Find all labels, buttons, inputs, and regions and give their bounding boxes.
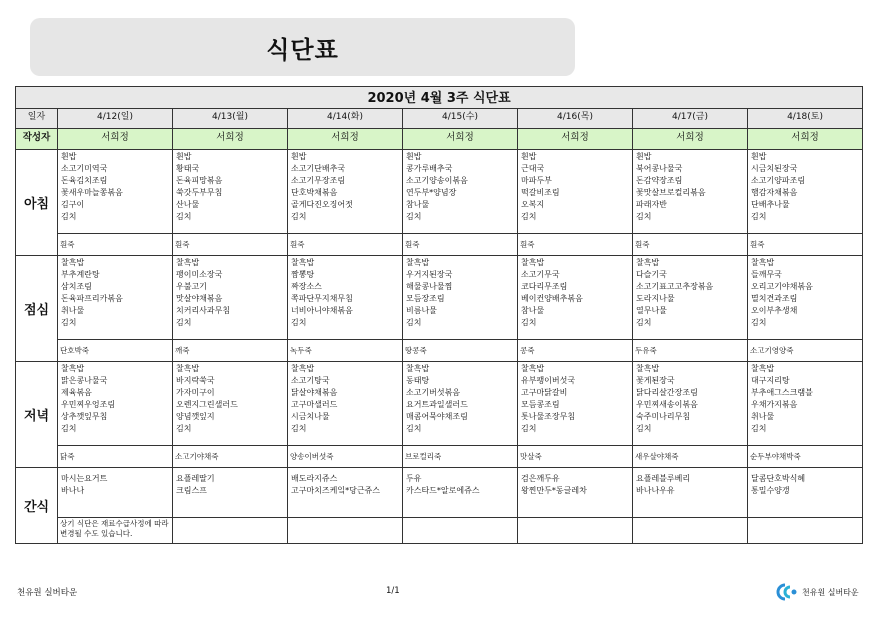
menu-item: 김치 xyxy=(406,212,422,221)
menu-item: 삼치조림 xyxy=(61,282,92,291)
meal-cell xyxy=(58,362,173,446)
menu-item: 김치 xyxy=(291,424,307,433)
meal-cell xyxy=(173,362,288,446)
menu-item: 톳나물조장무침 xyxy=(521,412,576,421)
menu-item: 소고기표고고추장볶음 xyxy=(636,282,714,291)
menu-item: 돈육파프리카볶음 xyxy=(61,294,123,303)
date-cell: 4/12(일) xyxy=(58,109,173,129)
snack-item: 카스타드*알로에쥬스 xyxy=(406,486,480,495)
menu-item: 오렌지그린샐러드 xyxy=(176,400,238,409)
snack-cell xyxy=(518,468,633,518)
porridge-cell: 맛살죽 xyxy=(518,446,633,468)
menu-item: 찰흑밥 xyxy=(751,364,775,373)
menu-item: 시금치나물 xyxy=(291,412,330,421)
menu-item: 소고기양송이볶음 xyxy=(406,176,468,185)
menu-item: 부추계란탕 xyxy=(61,270,100,279)
meal-cell xyxy=(748,362,863,446)
meal-cell xyxy=(518,256,633,340)
meal-cell xyxy=(403,150,518,234)
meal-cell xyxy=(173,150,288,234)
menu-item: 꽃새우마늘쫑볶음 xyxy=(61,188,123,197)
meal-cell xyxy=(518,150,633,234)
menu-item: 산나물 xyxy=(176,200,200,209)
menu-item: 김치 xyxy=(61,318,77,327)
menu-item: 돈육김치조림 xyxy=(61,176,108,185)
menu-item: 김치 xyxy=(406,318,422,327)
menu-item: 시금치된장국 xyxy=(751,164,798,173)
menu-item: 김치 xyxy=(176,318,192,327)
porridge-cell: 순두부야채박죽 xyxy=(748,446,863,468)
menu-item: 찰흑밥 xyxy=(406,258,430,267)
menu-item: 꽃맛살브로컬리볶음 xyxy=(636,188,706,197)
menu-note: 상기 식단은 재료수급사정에 따라 변경될 수도 있습니다. xyxy=(58,518,173,544)
menu-item: 찰흑밥 xyxy=(176,258,200,267)
snack-cell xyxy=(748,468,863,518)
menu-item: 쪽파단무지채무침 xyxy=(291,294,353,303)
menu-item: 대구지리탕 xyxy=(751,376,790,385)
menu-item: 근대국 xyxy=(521,164,545,173)
porridge-cell: 깨죽 xyxy=(173,340,288,362)
meal-cell xyxy=(633,150,748,234)
meal-cell xyxy=(748,150,863,234)
porridge-cell: 콩죽 xyxy=(518,340,633,362)
snack-item: 크림스프 xyxy=(176,486,207,495)
porridge-cell: 땅콩죽 xyxy=(403,340,518,362)
porridge-row xyxy=(16,234,863,256)
menu-item: 코다리무조림 xyxy=(521,282,568,291)
date-row xyxy=(16,109,863,129)
menu-item: 요거트과일샐러드 xyxy=(406,400,468,409)
porridge-cell: 소고기영양죽 xyxy=(748,340,863,362)
menu-item: 김치 xyxy=(521,212,537,221)
author-cell: 서희정 xyxy=(633,129,748,150)
menu-item: 골게다진오징어젓 xyxy=(291,200,353,209)
menu-item: 찰흑밥 xyxy=(406,364,430,373)
menu-item: 소고기무국 xyxy=(521,270,560,279)
menu-item: 찰흑밥 xyxy=(61,364,85,373)
author-cell: 서희정 xyxy=(518,129,633,150)
meal-cell xyxy=(633,362,748,446)
snack-item: 바나나 xyxy=(61,486,85,495)
menu-item: 김치 xyxy=(61,424,77,433)
menu-item: 동태탕 xyxy=(406,376,430,385)
meal-cell xyxy=(58,150,173,234)
menu-item: 맛살야채볶음 xyxy=(176,294,223,303)
menu-item: 떡갈비조림 xyxy=(521,188,560,197)
date-cell: 4/18(토) xyxy=(748,109,863,129)
meal-cell xyxy=(403,362,518,446)
author-cell: 서희정 xyxy=(173,129,288,150)
porridge-cell: 흰죽 xyxy=(58,234,173,256)
menu-item: 흰밥 xyxy=(291,152,307,161)
porridge-cell: 흰죽 xyxy=(748,234,863,256)
meal-cell xyxy=(518,362,633,446)
menu-item: 김치 xyxy=(751,212,767,221)
empty-cell xyxy=(403,518,518,544)
meal-row xyxy=(16,150,863,234)
empty-cell xyxy=(173,518,288,544)
menu-item: 모듬장조림 xyxy=(406,294,445,303)
meal-label: 점심 xyxy=(16,256,58,362)
menu-item: 매콤어묵야채조림 xyxy=(406,412,468,421)
date-header-label: 일자 xyxy=(16,109,58,129)
menu-item: 돈감약장조림 xyxy=(636,176,683,185)
empty-cell xyxy=(518,518,633,544)
menu-item: 우민찌새송이볶음 xyxy=(636,400,698,409)
menu-item: 오복지 xyxy=(521,200,545,209)
menu-item: 참나물 xyxy=(521,306,545,315)
porridge-cell: 브로컬리죽 xyxy=(403,446,518,468)
porridge-cell: 흰죽 xyxy=(633,234,748,256)
meal-row xyxy=(16,362,863,446)
menu-item: 찰흑밥 xyxy=(521,258,545,267)
menu-item: 너비아니야채볶음 xyxy=(291,306,353,315)
menu-item: 다슬기국 xyxy=(636,270,667,279)
menu-item: 김치 xyxy=(176,212,192,221)
footer-logo xyxy=(775,582,859,602)
snack-cell xyxy=(288,468,403,518)
date-cell: 4/15(수) xyxy=(403,109,518,129)
menu-item: 숙주미나리무침 xyxy=(636,412,691,421)
snack-item: 마시는요거트 xyxy=(61,474,108,483)
menu-item: 꽃게된장국 xyxy=(636,376,675,385)
menu-item: 햄감자채볶음 xyxy=(751,188,798,197)
menu-item: 김치 xyxy=(61,212,77,221)
menu-item: 황태국 xyxy=(176,164,200,173)
menu-item: 김치 xyxy=(751,318,767,327)
menu-item: 찰흑밥 xyxy=(291,364,315,373)
menu-item: 해물콩나물찜 xyxy=(406,282,453,291)
menu-item: 소고기탕국 xyxy=(291,376,330,385)
menu-item: 우민찌우엉조림 xyxy=(61,400,116,409)
footer-page-number: 1/1 xyxy=(386,586,400,596)
menu-item: 바지락쑥국 xyxy=(176,376,215,385)
caption-row xyxy=(16,87,863,109)
menu-item: 흰밥 xyxy=(176,152,192,161)
menu-item: 찰흑밥 xyxy=(291,258,315,267)
date-cell: 4/17(금) xyxy=(633,109,748,129)
menu-item: 쑥갓두부무침 xyxy=(176,188,223,197)
menu-item: 흰밥 xyxy=(751,152,767,161)
snack-row xyxy=(16,468,863,518)
snack-item: 검은깨두유 xyxy=(521,474,560,483)
menu-table xyxy=(15,86,863,544)
menu-item: 고구마닭갈비 xyxy=(521,388,568,397)
menu-item: 김치 xyxy=(521,424,537,433)
title-banner xyxy=(30,18,575,76)
meal-label: 아침 xyxy=(16,150,58,256)
menu-item: 우거지된장국 xyxy=(406,270,453,279)
table-caption: 2020년 4월 3주 식단표 xyxy=(16,87,863,109)
menu-item: 연두부*양념장 xyxy=(406,188,457,197)
snack-item: 요플레딸기 xyxy=(176,474,215,483)
snack-item: 두유 xyxy=(406,474,422,483)
author-cell: 서희정 xyxy=(748,129,863,150)
menu-item: 북어콩나물국 xyxy=(636,164,683,173)
menu-item: 닭살야채볶음 xyxy=(291,388,338,397)
porridge-cell: 흰죽 xyxy=(403,234,518,256)
snack-cell xyxy=(58,468,173,518)
menu-item: 오리고기야채볶음 xyxy=(751,282,813,291)
snack-item: 달콤단호박식혜 xyxy=(751,474,806,483)
menu-item: 양념깻잎지 xyxy=(176,412,215,421)
menu-item: 김치 xyxy=(291,212,307,221)
snack-cell xyxy=(403,468,518,518)
meal-row xyxy=(16,256,863,340)
snack-cell xyxy=(633,468,748,518)
menu-item: 김치 xyxy=(521,318,537,327)
snack-cell xyxy=(173,468,288,518)
snack-item: 바나나우유 xyxy=(636,486,675,495)
logo-text: 천유원 실버타운 xyxy=(802,587,859,597)
date-cell: 4/14(화) xyxy=(288,109,403,129)
menu-item: 취나물 xyxy=(751,412,775,421)
menu-item: 유부팽이버섯국 xyxy=(521,376,576,385)
porridge-row xyxy=(16,340,863,362)
menu-item: 마파두부 xyxy=(521,176,552,185)
menu-item: 소고기양파조림 xyxy=(751,176,806,185)
porridge-cell: 두유죽 xyxy=(633,340,748,362)
menu-item: 찰흑밥 xyxy=(636,364,660,373)
menu-item: 베이컨양배추볶음 xyxy=(521,294,583,303)
menu-item: 소고기단배추국 xyxy=(291,164,346,173)
menu-item: 들깨무국 xyxy=(751,270,782,279)
menu-item: 소고기버섯볶음 xyxy=(406,388,461,397)
menu-item: 콩가루배추국 xyxy=(406,164,453,173)
porridge-cell: 닭죽 xyxy=(58,446,173,468)
menu-item: 소고기미역국 xyxy=(61,164,108,173)
menu-item: 흰밥 xyxy=(636,152,652,161)
menu-item: 도라지나물 xyxy=(636,294,675,303)
meal-label: 저녁 xyxy=(16,362,58,468)
menu-item: 김치 xyxy=(636,318,652,327)
empty-cell xyxy=(633,518,748,544)
menu-item: 참나물 xyxy=(406,200,430,209)
menu-item: 돈육피망볶음 xyxy=(176,176,223,185)
meal-cell xyxy=(633,256,748,340)
menu-item: 김치 xyxy=(291,318,307,327)
porridge-row xyxy=(16,446,863,468)
meal-cell xyxy=(58,256,173,340)
menu-item: 우불고기 xyxy=(176,282,207,291)
menu-item: 소고기무장조림 xyxy=(291,176,346,185)
snack-item: 통밀수양갱 xyxy=(751,486,790,495)
porridge-cell: 단호박죽 xyxy=(58,340,173,362)
snack-item: 왕찐만두*동글레차 xyxy=(521,486,587,495)
menu-item: 흰밥 xyxy=(406,152,422,161)
menu-item: 부추애그스크램블 xyxy=(751,388,813,397)
date-cell: 4/16(목) xyxy=(518,109,633,129)
menu-item: 찰흑밥 xyxy=(636,258,660,267)
meal-cell xyxy=(288,256,403,340)
meal-cell xyxy=(173,256,288,340)
menu-item: 김치 xyxy=(751,424,767,433)
note-row xyxy=(16,518,863,544)
empty-cell xyxy=(288,518,403,544)
menu-item: 오이부추생채 xyxy=(751,306,798,315)
author-cell: 서희정 xyxy=(58,129,173,150)
menu-item: 파래자반 xyxy=(636,200,667,209)
menu-item: 고구마샐러드 xyxy=(291,400,338,409)
menu-item: 김구이 xyxy=(61,200,85,209)
porridge-cell: 흰죽 xyxy=(288,234,403,256)
porridge-cell: 흰죽 xyxy=(518,234,633,256)
menu-item: 찰흑밥 xyxy=(61,258,85,267)
porridge-cell: 녹두죽 xyxy=(288,340,403,362)
porridge-cell: 양송이버섯죽 xyxy=(288,446,403,468)
empty-cell xyxy=(748,518,863,544)
date-cell: 4/13(월) xyxy=(173,109,288,129)
snack-label: 간식 xyxy=(16,468,58,544)
menu-item: 짜장소스 xyxy=(291,282,322,291)
snack-item: 요플레블루베리 xyxy=(636,474,691,483)
author-label: 작성자 xyxy=(16,129,58,150)
meal-cell xyxy=(288,150,403,234)
menu-item: 치커리사과무침 xyxy=(176,306,231,315)
menu-item: 단호박채볶음 xyxy=(291,188,338,197)
menu-item: 팽이미소장국 xyxy=(176,270,223,279)
menu-item: 김치 xyxy=(636,424,652,433)
menu-item: 맑은콩나물국 xyxy=(61,376,108,385)
menu-item: 찰흑밥 xyxy=(751,258,775,267)
meal-cell xyxy=(288,362,403,446)
menu-item: 멸치견과조림 xyxy=(751,294,798,303)
menu-item: 짬뽕탕 xyxy=(291,270,315,279)
author-row xyxy=(16,129,863,150)
footer-org: 천유원 실버타운 xyxy=(17,588,78,598)
meal-cell xyxy=(403,256,518,340)
porridge-cell: 새우살야채죽 xyxy=(633,446,748,468)
snack-item: 배도라지쥬스 xyxy=(291,474,338,483)
menu-item: 김치 xyxy=(636,212,652,221)
menu-item: 열무나물 xyxy=(636,306,667,315)
snack-item: 고구마치즈케잌*당근쥬스 xyxy=(291,486,381,495)
menu-item: 찰흑밥 xyxy=(176,364,200,373)
page-title: 식단표 xyxy=(266,35,339,64)
menu-item: 흰밥 xyxy=(61,152,77,161)
menu-item: 모듬콩조림 xyxy=(521,400,560,409)
menu-item: 비름나물 xyxy=(406,306,437,315)
menu-item: 단배추나물 xyxy=(751,200,790,209)
author-cell: 서희정 xyxy=(403,129,518,150)
menu-item: 김치 xyxy=(176,424,192,433)
porridge-cell: 소고기야채죽 xyxy=(173,446,288,468)
menu-item: 닭다리살간장조림 xyxy=(636,388,698,397)
menu-item: 취나물 xyxy=(61,306,85,315)
porridge-cell: 흰죽 xyxy=(173,234,288,256)
menu-item: 제육볶음 xyxy=(61,388,92,397)
logo-icon xyxy=(775,582,799,602)
menu-item: 상추깻잎무침 xyxy=(61,412,108,421)
author-cell: 서희정 xyxy=(288,129,403,150)
menu-item: 흰밥 xyxy=(521,152,537,161)
menu-item: 찰흑밥 xyxy=(521,364,545,373)
menu-item: 가자미구이 xyxy=(176,388,215,397)
menu-item: 김치 xyxy=(406,424,422,433)
meal-cell xyxy=(748,256,863,340)
menu-item: 우채가지볶음 xyxy=(751,400,798,409)
